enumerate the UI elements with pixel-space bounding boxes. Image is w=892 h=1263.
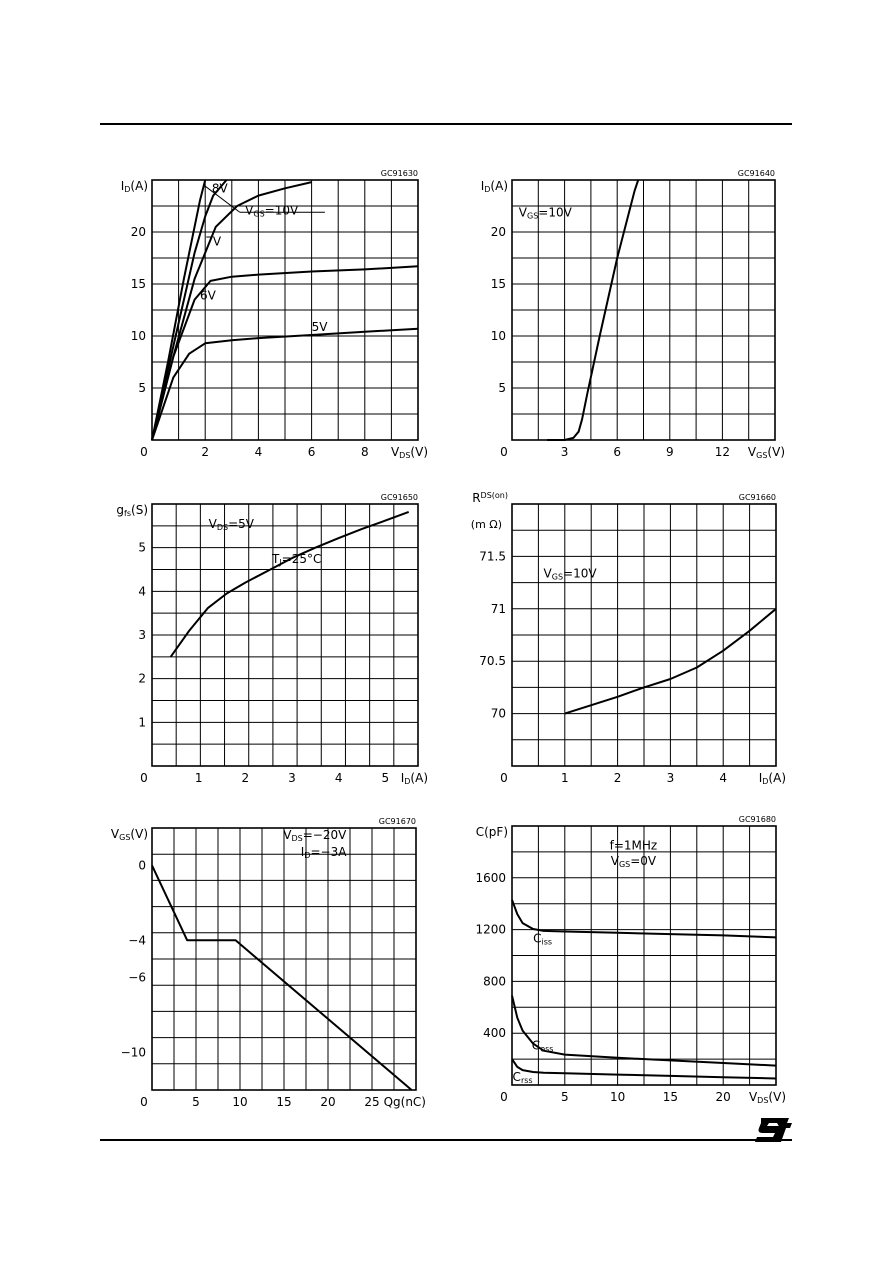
x-tick-label: 4 (719, 771, 728, 785)
x-tick-label: 0 (140, 445, 148, 459)
grid (152, 828, 416, 1090)
y-tick-label: 1 (138, 715, 146, 730)
y-tick-label: 20 (130, 225, 146, 239)
figure-code: GC91650 (380, 493, 418, 502)
x-axis-label: ID(A) (400, 771, 428, 786)
chart-vgs-vs-qg (111, 817, 426, 1109)
y-axis-unit: (m Ω) (470, 518, 502, 531)
x-tick-label: 8 (360, 445, 369, 459)
annotation-label: VGS=10V (518, 205, 572, 221)
chart-gfs-vs-id (116, 493, 428, 786)
x-axis-label: VDS(V) (748, 1090, 786, 1105)
x-tick-label: 20 (715, 1090, 731, 1104)
y-tick-label: 5 (498, 381, 506, 395)
x-axis-label: VGS(V) (747, 445, 785, 460)
annotation-label: 6V (199, 288, 216, 303)
annotation-label: ID=−3A (300, 845, 347, 861)
x-tick-label: 2 (201, 445, 210, 459)
annotation-label: VDS=−20V (283, 828, 347, 844)
x-tick-label: 3 (560, 445, 569, 459)
x-tick-label: 6 (307, 445, 316, 459)
figure-code: GC91640 (737, 169, 775, 178)
x-tick-label: 3 (288, 771, 296, 785)
y-tick-label: 71 (490, 601, 506, 616)
x-tick-label: 0 (500, 771, 508, 785)
annotation-label: Crss (512, 1070, 533, 1086)
y-tick-label: −6 (128, 970, 146, 985)
y-tick-label: 4 (138, 584, 146, 599)
x-tick-label: 20 (320, 1095, 336, 1109)
x-tick-label: 0 (500, 1090, 508, 1104)
y-tick-label: −4 (128, 933, 146, 948)
y-tick-label: 70 (490, 706, 506, 721)
x-tick-label: 12 (714, 445, 731, 459)
x-tick-label: 6 (613, 445, 622, 459)
x-tick-label: 15 (276, 1095, 292, 1109)
x-axis-label: Qg(nC) (383, 1095, 426, 1109)
y-tick-label: −10 (120, 1045, 146, 1060)
annotation-label: VGS=10V (245, 203, 299, 219)
x-tick-label: 5 (192, 1095, 200, 1109)
annotation-label: VGS=10V (543, 566, 597, 582)
grid (152, 180, 418, 440)
annotation-label: f=1MHz (609, 838, 658, 853)
x-tick-label: 10 (609, 1090, 626, 1104)
figure-code: GC91680 (738, 815, 776, 824)
y-tick-label: 10 (130, 329, 146, 343)
y-axis-label: C(pF) (475, 825, 508, 839)
annotation-label: Coss (531, 1038, 554, 1054)
y-tick-label: 5 (138, 381, 146, 395)
y-axis-label: ID(A) (480, 179, 508, 194)
x-tick-label: 1 (194, 771, 203, 785)
x-tick-label: 0 (140, 771, 148, 785)
x-tick-label: 4 (334, 771, 343, 785)
y-tick-label: 71.5 (479, 549, 506, 564)
y-tick-label: 800 (483, 974, 506, 989)
y-axis-label: $R^{DS(on)}$ (472, 491, 508, 505)
x-tick-label: 15 (662, 1090, 679, 1104)
y-tick-label: 400 (483, 1026, 506, 1041)
annotation-label: 7V (205, 234, 222, 249)
x-axis-label: ID(A) (758, 771, 786, 786)
y-tick-label: 10 (490, 329, 506, 343)
grid (152, 504, 418, 766)
x-tick-label: 2 (241, 771, 250, 785)
x-tick-label: 3 (666, 771, 675, 785)
x-tick-label: 10 (232, 1095, 248, 1109)
y-tick-label: 20 (490, 225, 506, 239)
st-logo (755, 1118, 792, 1142)
y-tick-label: 1600 (475, 870, 506, 885)
x-tick-label: 0 (140, 1095, 148, 1109)
x-tick-label: 25 (364, 1095, 380, 1109)
annotation-label: 8V (211, 181, 228, 196)
chart-capacitance-vs-vds (475, 815, 786, 1105)
x-tick-label: 9 (665, 445, 674, 459)
x-tick-label: 2 (613, 771, 622, 785)
y-axis-label: VGS(V) (110, 827, 148, 842)
x-tick-label: 1 (560, 771, 569, 785)
y-tick-label: 5 (138, 540, 146, 555)
annotation-label: VDS=5V (208, 517, 255, 533)
annotation-label: TJ=25°C (271, 551, 322, 567)
annotation-label: 5V (311, 319, 328, 334)
annotation-label: Ciss (533, 931, 553, 947)
chart-id-vs-vds (121, 169, 428, 460)
annotation-label: VGS=0V (610, 853, 657, 869)
series-line-0 (152, 865, 412, 1090)
y-tick-label: 15 (130, 277, 146, 291)
y-tick-label: 70.5 (479, 654, 506, 669)
x-tick-label: 4 (254, 445, 263, 459)
figure-code: GC91670 (378, 817, 416, 826)
x-tick-label: 5 (560, 1090, 569, 1104)
x-tick-label: 0 (500, 445, 508, 459)
grid (512, 504, 776, 766)
y-axis-label: gfs(S) (116, 503, 148, 518)
y-axis-label: ID(A) (120, 179, 148, 194)
y-tick-label: 1200 (475, 922, 506, 937)
y-tick-label: 0 (138, 858, 146, 873)
y-tick-label: 2 (138, 671, 146, 686)
y-tick-label: 15 (490, 277, 506, 291)
x-axis-label: VDS(V) (390, 445, 428, 460)
x-tick-label: 5 (381, 771, 390, 785)
y-tick-label: 3 (138, 628, 146, 642)
chart-id-vs-vgs (481, 169, 785, 460)
chart-rdson-vs-id (471, 491, 786, 786)
figure-code: GC91630 (380, 169, 418, 178)
figure-code: GC91660 (738, 493, 776, 502)
